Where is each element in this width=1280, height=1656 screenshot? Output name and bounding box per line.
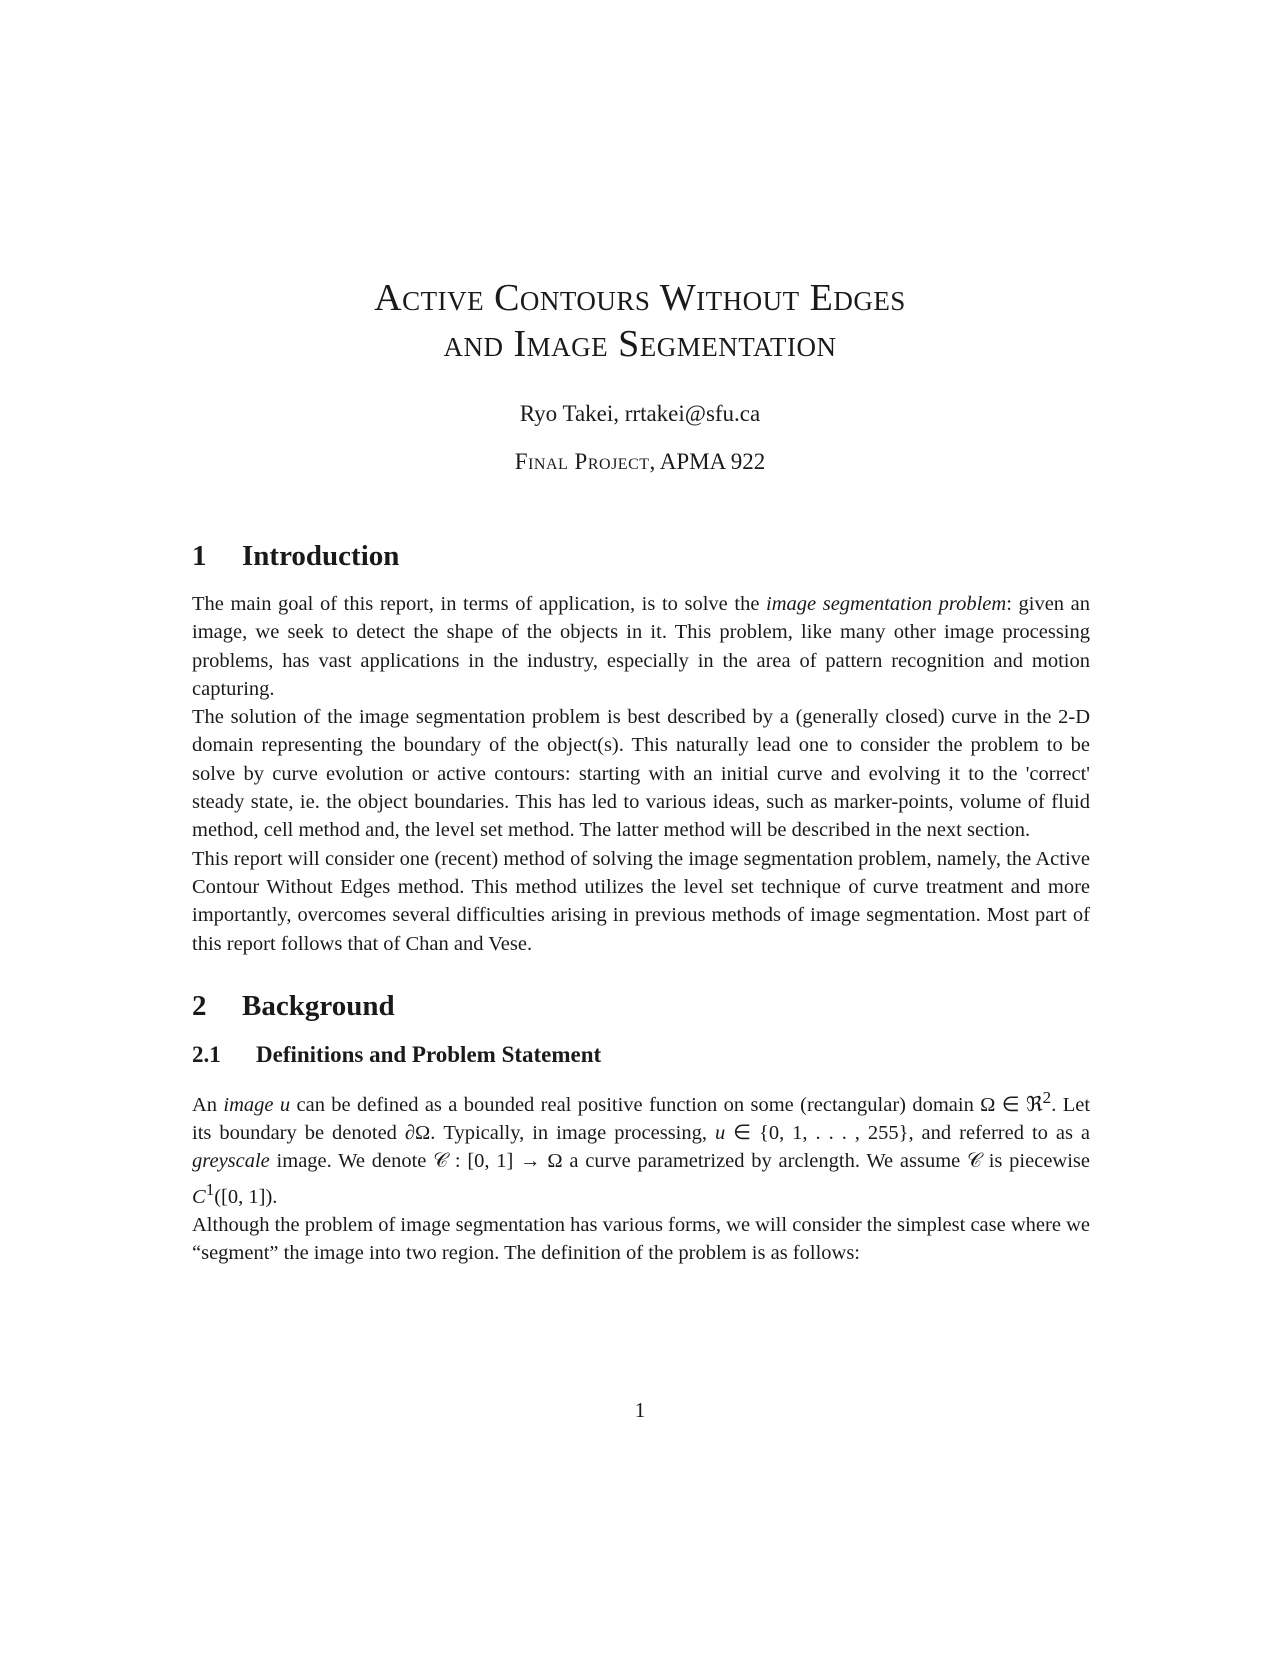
paper-title-line-2: and Image Segmentation bbox=[443, 323, 837, 365]
course-label: Final Project bbox=[514, 449, 650, 474]
intro-paragraph-1 bbox=[192, 590, 1090, 703]
text-run: ∈ {0, 1, . . . , 255}, and referred to as a bbox=[725, 1121, 1090, 1144]
superscript: 1 bbox=[205, 1179, 215, 1199]
subsection-heading-definitions bbox=[192, 1040, 1090, 1070]
section-number: 1 bbox=[192, 540, 207, 572]
course-code: , APMA 922 bbox=[649, 449, 766, 474]
page-number: 1 bbox=[634, 1398, 646, 1422]
section-number: 2 bbox=[192, 989, 207, 1022]
text-run: : given an image, we seek to detect the shape of the objects in it. This problem, like many other image processing problems, has vast applications in the industry, especially in the area of pattern recognition and motion capturing. bbox=[192, 593, 1090, 700]
author-line: Ryo Takei, rrtakei@sfu.ca bbox=[519, 401, 761, 426]
intro-paragraph-2: The solution of the image segmentation problem is best described by a (generally closed) curve in the 2-D domain representing the boundary of the object(s). This naturally lead one to consider the problem to be solve by curve evolution or active contours: starting with an initial curve and evolving it to the 'correct' steady state, ie. the object boundaries. This has led to various ideas, such as marker-points, volume of fluid method, cell method and, the level set method. The latter method will be described in the next section. bbox=[192, 706, 1090, 842]
emphasis-text: image segmentation problem bbox=[766, 593, 1007, 615]
section-title: Introduction bbox=[242, 540, 400, 572]
text-run: can be defined as a bounded real positive function on some (rectangular) domain Ω ∈ ℜ bbox=[290, 1093, 1043, 1116]
title-block bbox=[0, 275, 1280, 477]
math-variable: u bbox=[279, 1093, 291, 1116]
superscript: 2 bbox=[1042, 1087, 1052, 1107]
text-run: image. We denote 𝒞 : [0, 1] → Ω a curve parametrized by arclength. We assume 𝒞 is piecewise bbox=[269, 1150, 1090, 1173]
section-heading-background bbox=[192, 988, 1090, 1024]
text-run: ([0, 1]). bbox=[214, 1185, 278, 1208]
subsection-number: 2.1 bbox=[192, 1041, 221, 1067]
definitions-paragraph-1 bbox=[192, 1084, 1090, 1211]
text-run: The main goal of this report, in terms of application, is to solve the bbox=[192, 593, 767, 615]
emphasis-text: greyscale bbox=[192, 1150, 270, 1173]
course-line bbox=[0, 447, 1280, 477]
body-content bbox=[192, 538, 1090, 1267]
definitions-paragraph-2: Although the problem of image segmentation has various forms, we will consider the simplest case where we “segment” the image into two region. The definition of the problem is as follows: bbox=[192, 1213, 1090, 1264]
math-variable: u bbox=[714, 1121, 726, 1144]
section-heading-introduction bbox=[192, 538, 1090, 574]
intro-paragraph-3: This report will consider one (recent) method of solving the image segmentation problem, namely, the Active Contour Without Edges method. This method utilizes the level set technique of curve treatment and more importantly, overcomes several difficulties arising in previous methods of image segmentation. Most part of this report follows that of Chan and Vese. bbox=[192, 847, 1090, 955]
subsection-title: Definitions and Problem Statement bbox=[256, 1041, 602, 1067]
emphasis-text: image bbox=[223, 1093, 274, 1116]
text-run: . Let its boundary be denoted ∂Ω. Typically, in image processing, bbox=[192, 1093, 1091, 1144]
section-title: Background bbox=[242, 989, 395, 1022]
paper-title-line-1: Active Contours Without Edges bbox=[374, 277, 906, 319]
text-run: An bbox=[192, 1093, 224, 1116]
math-variable: C bbox=[192, 1185, 206, 1208]
